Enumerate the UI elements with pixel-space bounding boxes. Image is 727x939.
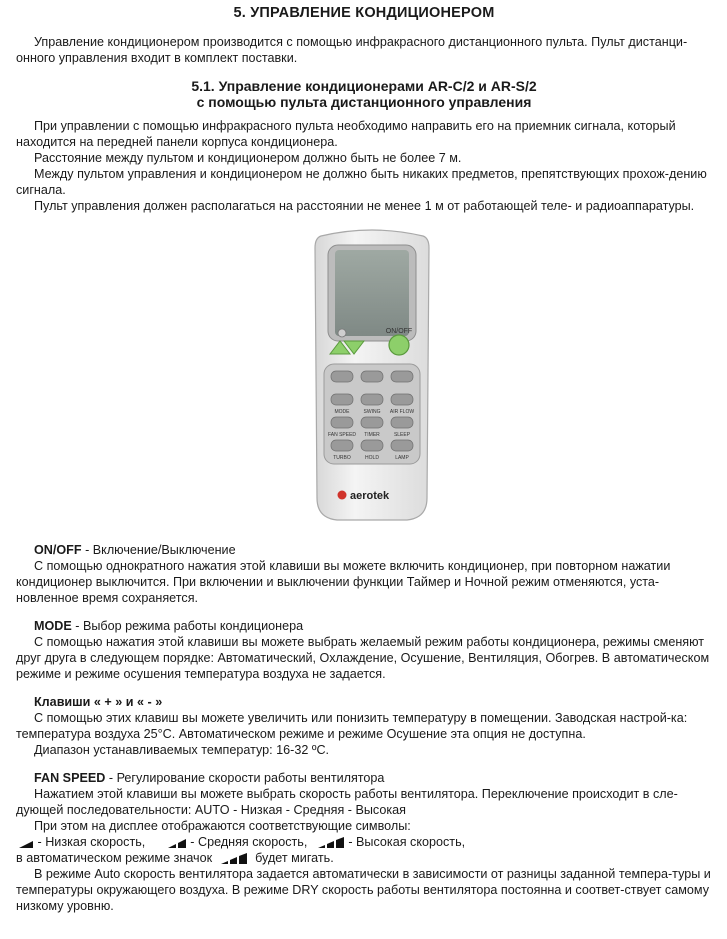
fanspeed-text3: В режиме Auto скорость вентилятора задается автоматически в зависимости от разницы заданной темпера-туры и температуры окружающего воздуха. В режиме DRY скорость работы вентилятора постоянна и соответ-ствует самому низкому уровню. bbox=[16, 867, 711, 913]
section-fanspeed bbox=[16, 770, 712, 914]
remote-key bbox=[391, 394, 413, 405]
fan-auto-pre: в автоматическом режиме значок bbox=[16, 851, 213, 865]
section-heading: 5. УПРАВЛЕНИЕ КОНДИЦИОНЕРОМ bbox=[233, 5, 495, 21]
paragraph: Между пультом управления и кондиционером не должно быть никаких предметов, препятствующих прохож-дению сигнала. bbox=[16, 167, 707, 197]
onoff-label: ON/OFF bbox=[385, 328, 413, 335]
paragraph: Пульт управления должен располагаться на расстоянии не менее 1 м от работающей теле- и радиоаппаратуры. bbox=[34, 199, 695, 213]
onoff-text: С помощью однократного нажатия этой клавиши вы можете включить кондиционер, при повторном нажатии кондиционер выключится. При включении и выключении функции Таймер и Ночной режим отменяются, уста-новленное время сохраняется. bbox=[16, 559, 671, 605]
remote-key-label: SLEEP bbox=[393, 432, 411, 438]
fan-low-label: - Низкая скорость, bbox=[34, 835, 146, 849]
mode-desc: - Выбор режима работы кондиционера bbox=[71, 619, 304, 633]
paragraph: Расстояние между пультом и кондиционером должно быть не более 7 м. bbox=[34, 151, 462, 165]
intro-paragraph: Управление кондиционером производится с помощью инфракрасного дистанционного пульта. Пульт дистанци-онного управления входит в комплект поставки. bbox=[16, 35, 688, 65]
onoff-key: ON/OFF bbox=[34, 543, 82, 557]
fan-high-icon bbox=[317, 836, 345, 849]
fan-auto-icon bbox=[220, 852, 248, 865]
fan-mid-label: - Средняя скорость, bbox=[186, 835, 308, 849]
manual-page bbox=[16, 0, 712, 914]
remote-illustration bbox=[16, 228, 712, 528]
light-sensor-icon bbox=[338, 329, 346, 337]
remote-control bbox=[311, 228, 433, 522]
remote-key-label: FAN SPEED bbox=[327, 432, 357, 438]
remote-key-label: TIMER bbox=[364, 432, 380, 438]
fan-auto-post: будет мигать. bbox=[255, 851, 334, 865]
remote-key bbox=[331, 394, 353, 405]
fan-auto-line bbox=[16, 850, 712, 866]
plusminus-key: Клавиши « + » и « - » bbox=[34, 695, 163, 709]
fanspeed-desc: - Регулирование скорости работы вентилятора bbox=[105, 771, 385, 785]
remote-key bbox=[331, 371, 353, 382]
mode-key: MODE bbox=[34, 619, 72, 633]
remote-key bbox=[331, 417, 353, 428]
usage-paragraphs bbox=[16, 118, 712, 214]
remote-key bbox=[361, 440, 383, 451]
section-onoff bbox=[16, 542, 712, 606]
lcd-screen bbox=[335, 250, 409, 336]
subsection-title-line2: с помощью пульта дистанционного управления bbox=[196, 94, 532, 110]
remote-key-label: MODE bbox=[334, 409, 350, 415]
fan-high-label: - Высокая скорость, bbox=[344, 835, 466, 849]
subsection-title-line1: 5.1. Управление кондиционерами AR-C/2 и AR-S/2 bbox=[191, 78, 537, 94]
remote-key-label: SWING bbox=[363, 409, 381, 415]
fanspeed-text1: Нажатием этой клавиши вы можете выбрать скорость работы вентилятора. Переключение происходит в сле-дующей последовательности: AUTO - Низкая - Средняя - Высокая bbox=[16, 787, 678, 817]
remote-key bbox=[391, 371, 413, 382]
section-plusminus bbox=[16, 694, 712, 758]
fanspeed-key: FAN SPEED bbox=[34, 771, 106, 785]
fan-symbols-line bbox=[16, 834, 712, 850]
fanspeed-text2: При этом на дисплее отображаются соответствующие символы: bbox=[34, 819, 411, 833]
remote-key-label: LAMP bbox=[395, 455, 409, 461]
mode-text: С помощью нажатия этой клавиши вы можете выбрать желаемый режим работы кондиционера, режимы сменяют друг друга в следующем порядке: Автоматический, Охлаждение, Осушение, Вентиляция, Обогрев. В автоматическом режиме и режиме осушения температура воздуха не задается. bbox=[16, 635, 710, 681]
fan-low-icon bbox=[18, 837, 34, 849]
onoff-desc: - Включение/Выключение bbox=[81, 543, 236, 557]
brand-logo: aerotek bbox=[350, 490, 390, 502]
remote-key bbox=[361, 371, 383, 382]
remote-key-label: TURBO bbox=[333, 455, 351, 461]
onoff-button bbox=[389, 335, 409, 355]
remote-key bbox=[361, 394, 383, 405]
remote-key-label: AIR FLOW bbox=[389, 409, 415, 415]
remote-key bbox=[331, 440, 353, 451]
subsection-title bbox=[16, 78, 712, 110]
plusminus-text1: С помощью этих клавиш вы можете увеличить или понизить температуру в помещении. Заводская настрой-ка: температура воздуха 25°С. Автоматическом режиме и режиме Осушение эта опция не доступна. bbox=[16, 711, 688, 741]
remote-key bbox=[391, 440, 413, 451]
remote-key bbox=[361, 417, 383, 428]
remote-key-label: HOLD bbox=[365, 455, 379, 461]
paragraph: При управлении с помощью инфракрасного пульта необходимо направить его на приемник сигнала, который находится на передней панели корпуса кондиционера. bbox=[16, 119, 676, 149]
plusminus-text2: Диапазон устанавливаемых температур: 16-32 ºС. bbox=[34, 743, 330, 757]
section-mode bbox=[16, 618, 712, 682]
fan-mid-icon bbox=[167, 837, 187, 849]
remote-key bbox=[391, 417, 413, 428]
brand-logo-icon bbox=[338, 491, 347, 500]
